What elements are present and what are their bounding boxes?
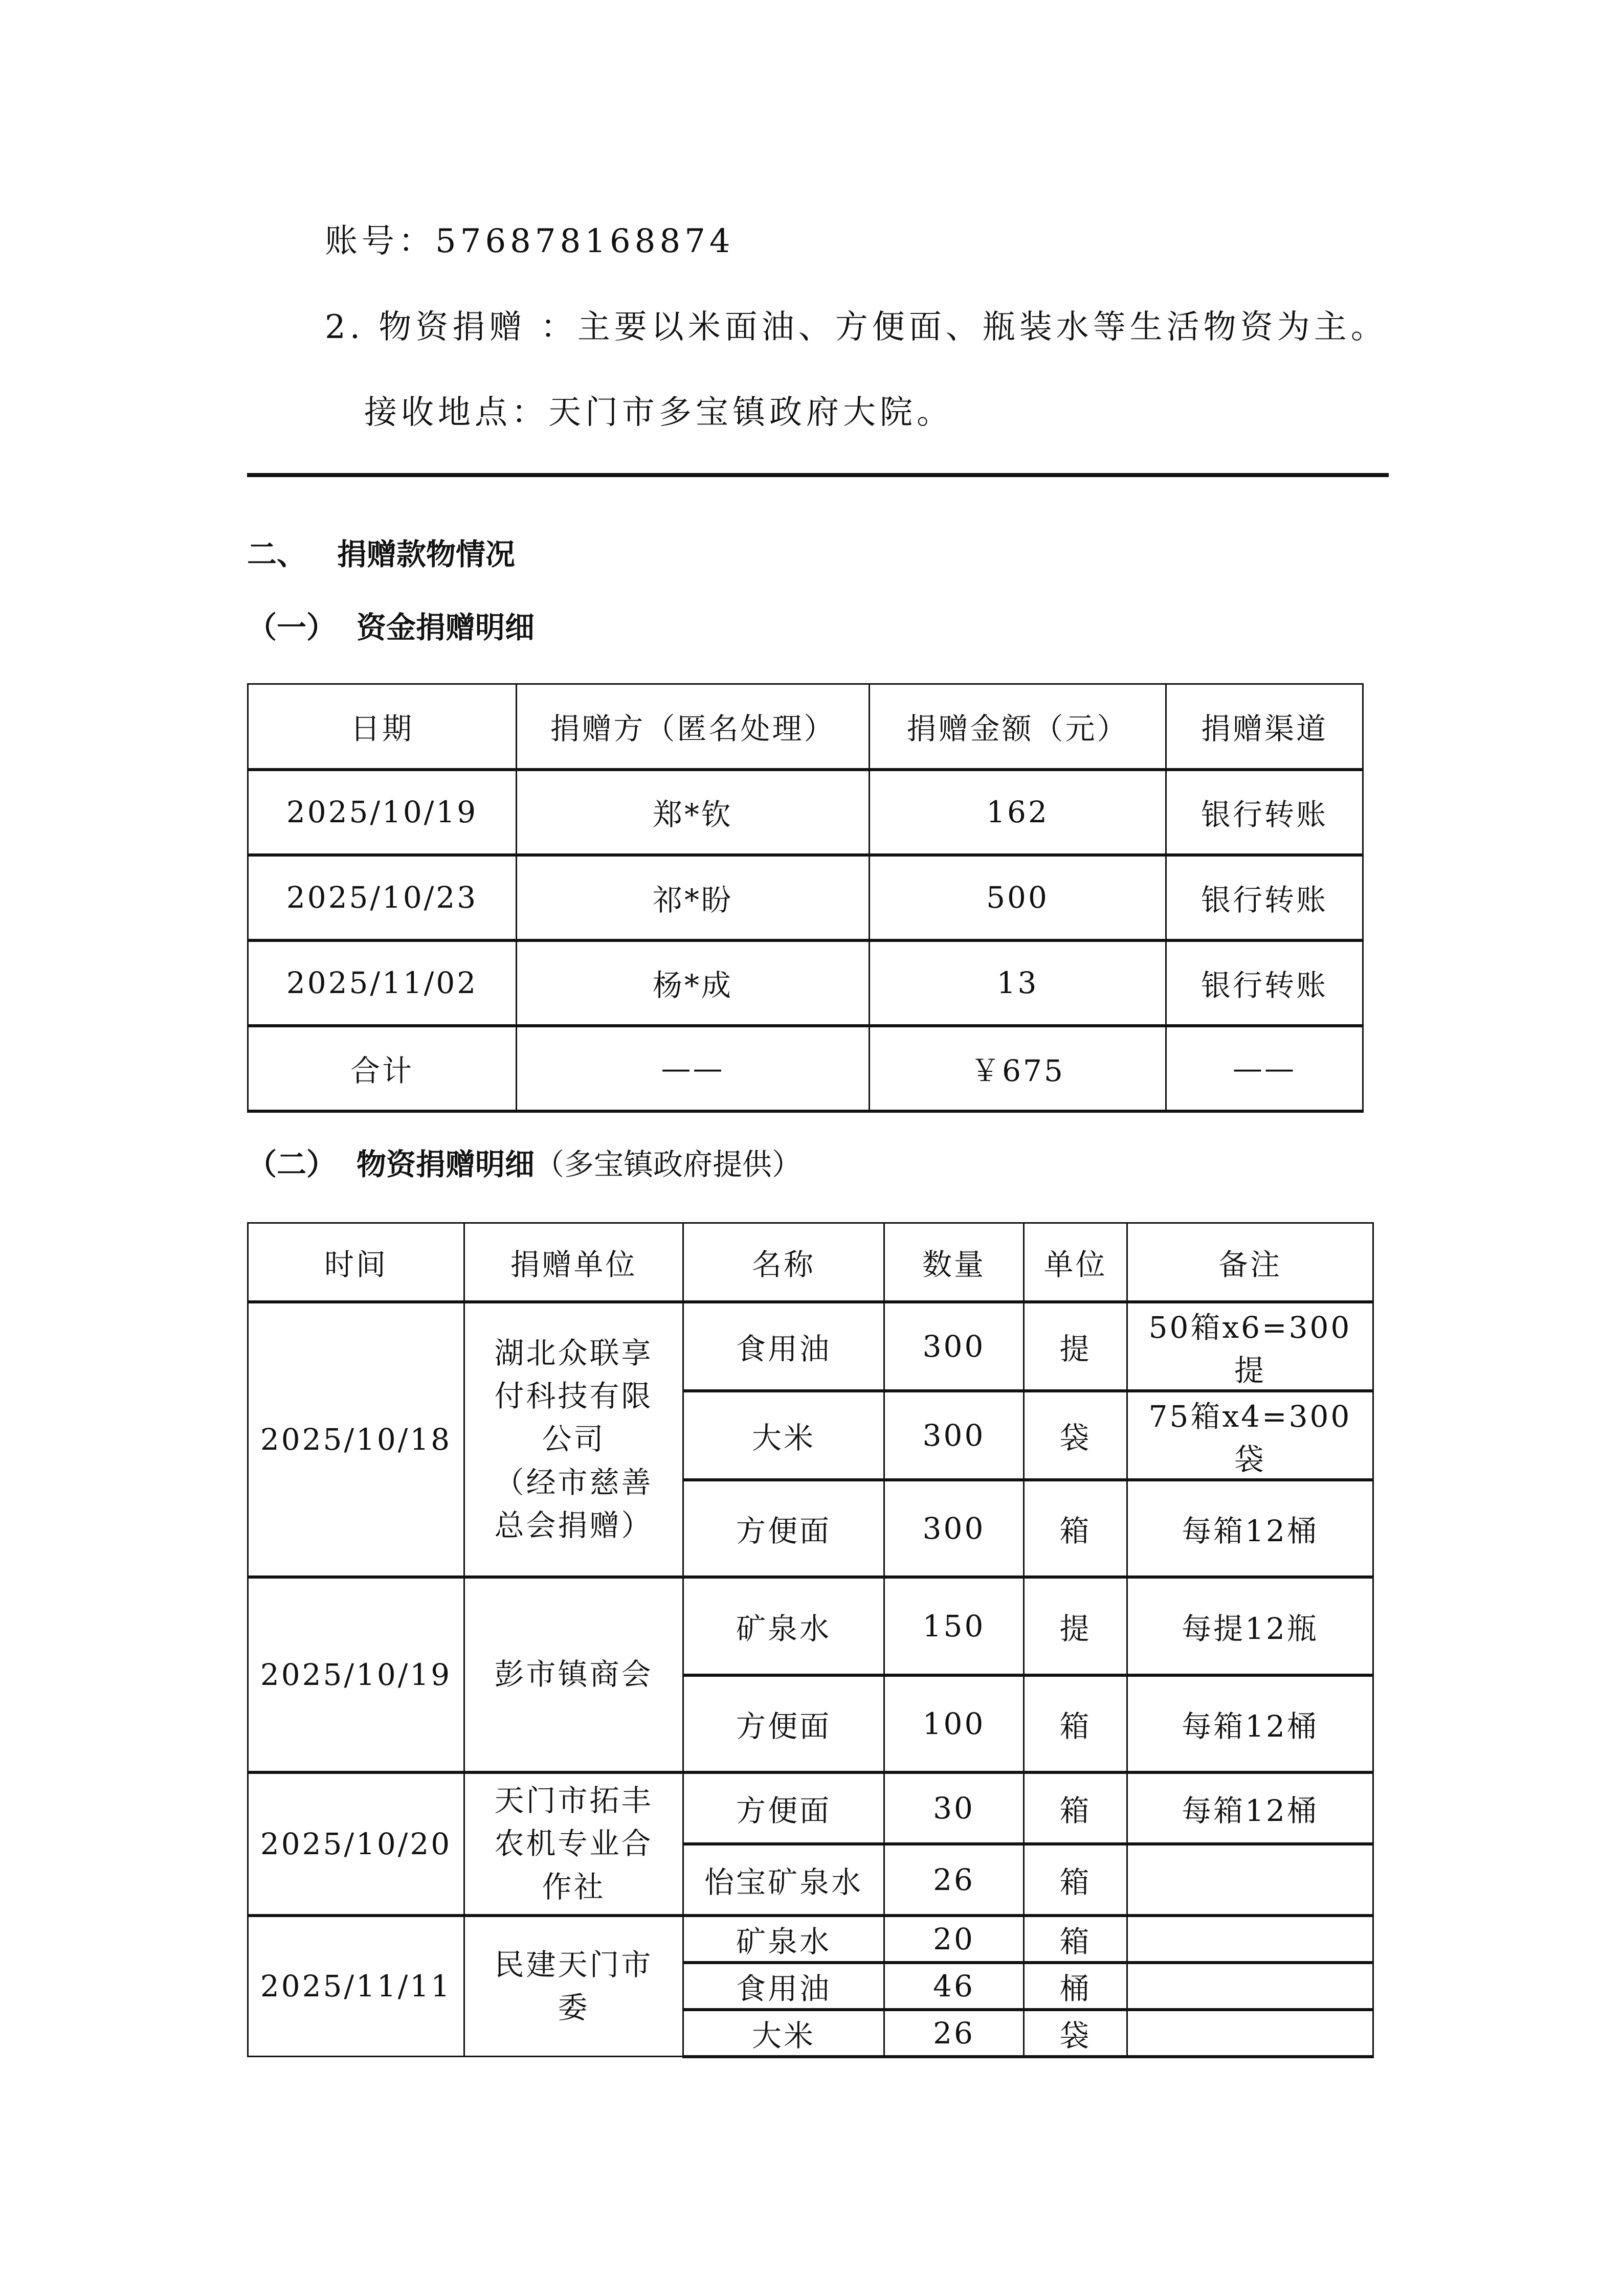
date-cell: 2025/10/19 <box>248 1577 464 1772</box>
quantity-cell: 30 <box>884 1772 1024 1844</box>
column-header: 时间 <box>248 1223 464 1302</box>
note-cell: 每箱12桶 <box>1127 1480 1373 1577</box>
item-name-cell: 食用油 <box>683 1302 884 1391</box>
date-cell: 2025/10/18 <box>248 1302 464 1577</box>
section-title: 捐赠款物情况 <box>337 537 516 572</box>
column-header: 捐赠渠道 <box>1166 684 1363 770</box>
donor-unit-line: 公司 <box>542 1422 606 1457</box>
donor-unit-line: 付科技有限 <box>494 1379 653 1414</box>
unit-cell: 提 <box>1024 1302 1127 1391</box>
amount-cell: 13 <box>870 940 1166 1026</box>
unit-cell: 箱 <box>1024 1772 1127 1844</box>
unit-cell: 袋 <box>1024 1391 1127 1480</box>
channel-cell: 银行转账 <box>1166 855 1363 940</box>
donor-unit-cell <box>464 1302 683 1577</box>
donor-unit-line: （经市慈善 <box>494 1465 653 1500</box>
subsection-source-note: （多宝镇政府提供） <box>535 1147 802 1182</box>
subsection-title: 资金捐赠明细 <box>357 610 535 645</box>
quantity-cell: 300 <box>884 1391 1024 1480</box>
item-name-cell: 大米 <box>683 2010 884 2057</box>
horizontal-rule <box>247 473 1389 477</box>
note-cell: 每提12瓶 <box>1127 1577 1373 1675</box>
item-name-cell: 方便面 <box>683 1675 884 1772</box>
note-cell <box>1127 1844 1373 1916</box>
subsection-number: （二） <box>247 1147 337 1182</box>
receiving-address-line: 接收地点：天门市多宝镇政府大院。 <box>364 394 953 432</box>
subsection-number: （一） <box>247 610 337 645</box>
item-name-cell: 方便面 <box>683 1480 884 1577</box>
donor-unit-cell <box>464 1772 683 1916</box>
date-cell: 2025/11/02 <box>248 940 517 1026</box>
quantity-cell: 46 <box>884 1963 1024 2010</box>
note-cell: 50箱x6=300提 <box>1127 1302 1373 1391</box>
donor-cell: 郑*钦 <box>517 770 870 855</box>
amount-cell: 162 <box>870 770 1166 855</box>
donor-unit-cell <box>464 1916 683 2057</box>
subsection-title: 物资捐赠明细 <box>357 1147 535 1182</box>
donor-unit-line: 彭市镇商会 <box>494 1657 653 1692</box>
column-header: 捐赠金额（元） <box>870 684 1166 770</box>
quantity-cell: 26 <box>884 1844 1024 1916</box>
total-row <box>248 1026 1363 1111</box>
column-header: 日期 <box>248 684 517 770</box>
donor-unit-line: 作社 <box>542 1869 606 1904</box>
table-row <box>248 1772 1373 1844</box>
note-cell <box>1127 1916 1373 1963</box>
table-row <box>248 855 1363 940</box>
unit-cell: 箱 <box>1024 1480 1127 1577</box>
amount-cell: 500 <box>870 855 1166 940</box>
note-cell <box>1127 2010 1373 2057</box>
unit-cell: 桶 <box>1024 1963 1127 2010</box>
note-cell: 75箱x4=300袋 <box>1127 1391 1373 1480</box>
quantity-cell: 300 <box>884 1302 1024 1391</box>
table-row <box>248 940 1363 1026</box>
item-name-cell: 食用油 <box>683 1963 884 2010</box>
channel-cell: 银行转账 <box>1166 770 1363 855</box>
date-cell: 2025/10/23 <box>248 855 517 940</box>
money-donation-heading <box>247 610 535 645</box>
donor-unit-line: 民建天门市 <box>494 1947 653 1983</box>
column-header: 数量 <box>884 1223 1024 1302</box>
item-name-cell: 怡宝矿泉水 <box>683 1844 884 1916</box>
note-cell: 每箱12桶 <box>1127 1675 1373 1772</box>
table-row <box>248 1302 1373 1391</box>
quantity-cell: 100 <box>884 1675 1024 1772</box>
donor-unit-line: 天门市拓丰 <box>494 1783 653 1818</box>
quantity-cell: 300 <box>884 1480 1024 1577</box>
donor-unit-line: 委 <box>558 1990 590 2025</box>
total-donor: —— <box>517 1026 870 1111</box>
unit-cell: 箱 <box>1024 1916 1127 1963</box>
item-name-cell: 矿泉水 <box>683 1916 884 1963</box>
goods-donation-heading <box>247 1147 802 1182</box>
table-row <box>248 770 1363 855</box>
donor-cell: 祁*盼 <box>517 855 870 940</box>
total-amount: ￥675 <box>870 1026 1166 1111</box>
donor-unit-line: 农机专业合 <box>494 1826 653 1861</box>
goods-donation-table <box>247 1222 1374 2058</box>
donor-unit-line: 总会捐赠） <box>494 1507 653 1543</box>
item-name-cell: 方便面 <box>683 1772 884 1844</box>
account-label: 账号： <box>325 222 435 260</box>
quantity-cell: 20 <box>884 1916 1024 1963</box>
item-name-cell: 大米 <box>683 1391 884 1480</box>
date-cell: 2025/11/11 <box>248 1916 464 2057</box>
table-header-row <box>248 684 1363 770</box>
money-donation-table <box>247 683 1364 1113</box>
note-cell: 每箱12桶 <box>1127 1772 1373 1844</box>
item-name-cell: 矿泉水 <box>683 1577 884 1675</box>
table-row <box>248 1577 1373 1675</box>
quantity-cell: 150 <box>884 1577 1024 1675</box>
unit-cell: 箱 <box>1024 1675 1127 1772</box>
date-cell: 2025/10/19 <box>248 770 517 855</box>
material-donation-line: 2. 物资捐赠 ：主要以米面油、方便面、瓶装水等生活物资为主。 <box>325 308 1388 346</box>
donor-unit-cell <box>464 1577 683 1772</box>
total-channel: —— <box>1166 1026 1363 1111</box>
table-row <box>248 1916 1373 1963</box>
column-header: 备注 <box>1127 1223 1373 1302</box>
total-label: 合计 <box>248 1026 517 1111</box>
column-header: 捐赠方（匿名处理） <box>517 684 870 770</box>
donor-unit-line: 湖北众联享 <box>494 1336 653 1371</box>
account-number: 576878168874 <box>435 222 735 260</box>
date-cell: 2025/10/20 <box>248 1772 464 1916</box>
unit-cell: 袋 <box>1024 2010 1127 2057</box>
section-heading <box>247 537 516 572</box>
quantity-cell: 26 <box>884 2010 1024 2057</box>
unit-cell: 箱 <box>1024 1844 1127 1916</box>
donor-cell: 杨*成 <box>517 940 870 1026</box>
unit-cell: 提 <box>1024 1577 1127 1675</box>
section-number: 二、 <box>247 537 307 572</box>
note-cell <box>1127 1963 1373 2010</box>
account-line <box>325 222 735 260</box>
column-header: 捐赠单位 <box>464 1223 683 1302</box>
channel-cell: 银行转账 <box>1166 940 1363 1026</box>
table-header-row <box>248 1223 1373 1302</box>
column-header: 单位 <box>1024 1223 1127 1302</box>
column-header: 名称 <box>683 1223 884 1302</box>
